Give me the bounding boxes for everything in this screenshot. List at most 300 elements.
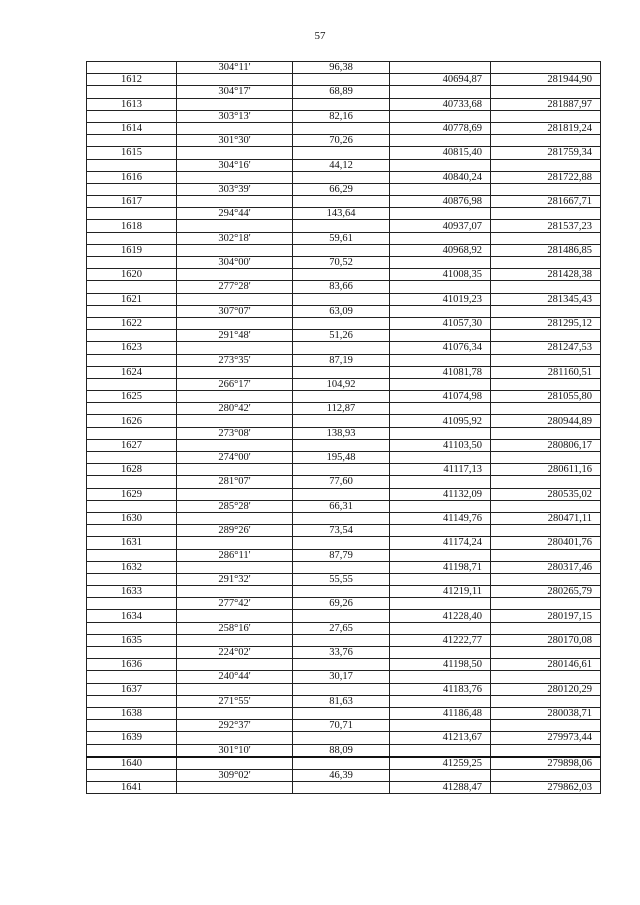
y-coordinate-cell: 280535,02 [491,488,601,500]
distance-cell: 83,66 [293,281,390,293]
x-coordinate-cell: 41198,50 [390,659,491,671]
empty-cell [87,476,177,488]
empty-cell [87,330,177,342]
point-row [87,439,601,451]
empty-cell [177,269,293,281]
empty-cell [177,74,293,86]
x-coordinate-cell: 41076,34 [390,342,491,354]
distance-cell: 70,26 [293,135,390,147]
angle-cell: 274°00' [177,452,293,464]
segment-row [87,549,601,561]
x-coordinate-cell: 41019,23 [390,293,491,305]
empty-cell [491,720,601,732]
distance-cell: 82,16 [293,110,390,122]
empty-cell [390,330,491,342]
x-coordinate-cell: 41219,11 [390,586,491,598]
y-coordinate-cell: 281819,24 [491,122,601,134]
empty-cell [390,647,491,659]
empty-cell [390,354,491,366]
point-row [87,415,601,427]
x-coordinate-cell: 40694,87 [390,74,491,86]
empty-cell [293,659,390,671]
empty-cell [390,769,491,781]
angle-cell: 307°07' [177,305,293,317]
empty-cell [177,464,293,476]
angle-cell: 273°08' [177,427,293,439]
segment-row [87,622,601,634]
angle-cell: 273°35' [177,354,293,366]
point-row [87,391,601,403]
x-coordinate-cell: 41008,35 [390,269,491,281]
empty-cell [390,305,491,317]
empty-cell [390,525,491,537]
point-id-cell: 1636 [87,659,177,671]
x-coordinate-cell: 41174,24 [390,537,491,549]
point-row [87,537,601,549]
x-coordinate-cell: 41057,30 [390,317,491,329]
angle-cell: 304°17' [177,86,293,98]
angle-cell: 309°02' [177,769,293,781]
segment-row [87,135,601,147]
distance-cell: 33,76 [293,647,390,659]
point-id-cell: 1621 [87,293,177,305]
point-id-cell: 1613 [87,98,177,110]
empty-cell [87,354,177,366]
point-row [87,659,601,671]
point-id-cell: 1617 [87,196,177,208]
empty-cell [177,488,293,500]
y-coordinate-cell: 280146,61 [491,659,601,671]
y-coordinate-cell: 280401,76 [491,537,601,549]
distance-cell: 27,65 [293,622,390,634]
empty-cell [390,403,491,415]
empty-cell [293,220,390,232]
y-coordinate-cell: 280471,11 [491,512,601,524]
point-row [87,171,601,183]
empty-cell [491,183,601,195]
empty-cell [390,427,491,439]
empty-cell [491,257,601,269]
empty-cell [491,378,601,390]
empty-cell [491,452,601,464]
point-id-cell: 1634 [87,610,177,622]
point-row [87,464,601,476]
distance-cell: 30,17 [293,671,390,683]
x-coordinate-cell: 41259,25 [390,757,491,770]
empty-cell [87,769,177,781]
empty-cell [390,281,491,293]
segment-row [87,476,601,488]
empty-cell [87,378,177,390]
point-row [87,782,601,794]
distance-cell: 195,48 [293,452,390,464]
empty-cell [87,598,177,610]
empty-cell [177,244,293,256]
empty-cell [177,537,293,549]
distance-cell: 96,38 [293,62,390,74]
angle-cell: 304°00' [177,257,293,269]
angle-cell: 271°55' [177,695,293,707]
empty-cell [491,744,601,757]
y-coordinate-cell: 280197,15 [491,610,601,622]
segment-row [87,525,601,537]
empty-cell [491,573,601,585]
empty-cell [177,683,293,695]
empty-cell [293,122,390,134]
segment-row [87,598,601,610]
point-id-cell: 1635 [87,634,177,646]
empty-cell [293,147,390,159]
empty-cell [293,561,390,573]
empty-cell [491,549,601,561]
empty-cell [293,537,390,549]
empty-cell [87,647,177,659]
empty-cell [87,622,177,634]
empty-cell [87,671,177,683]
empty-cell [491,232,601,244]
distance-cell: 87,19 [293,354,390,366]
empty-cell [491,62,601,74]
empty-cell [293,634,390,646]
x-coordinate-cell: 40968,92 [390,244,491,256]
empty-cell [390,378,491,390]
angle-cell: 266°17' [177,378,293,390]
empty-cell [491,525,601,537]
empty-cell [177,659,293,671]
empty-cell [390,476,491,488]
x-coordinate-cell: 40937,07 [390,220,491,232]
empty-cell [293,757,390,770]
point-row [87,74,601,86]
empty-cell [177,391,293,403]
angle-cell: 301°10' [177,744,293,757]
angle-cell: 286°11' [177,549,293,561]
empty-cell [293,269,390,281]
segment-row [87,281,601,293]
y-coordinate-cell: 281944,90 [491,74,601,86]
empty-cell [293,74,390,86]
x-coordinate-cell: 41117,13 [390,464,491,476]
segment-row [87,573,601,585]
empty-cell [491,500,601,512]
distance-cell: 143,64 [293,208,390,220]
distance-cell: 112,87 [293,403,390,415]
x-coordinate-cell: 41228,40 [390,610,491,622]
y-coordinate-cell: 280806,17 [491,439,601,451]
distance-cell: 68,89 [293,86,390,98]
point-id-cell: 1641 [87,782,177,794]
distance-cell: 70,71 [293,720,390,732]
segment-row [87,744,601,757]
empty-cell [390,110,491,122]
point-row [87,683,601,695]
point-id-cell: 1628 [87,464,177,476]
segment-row [87,378,601,390]
point-row [87,244,601,256]
point-id-cell: 1639 [87,732,177,744]
distance-cell: 77,60 [293,476,390,488]
point-row [87,561,601,573]
y-coordinate-cell: 281160,51 [491,366,601,378]
empty-cell [390,232,491,244]
y-coordinate-cell: 281486,85 [491,244,601,256]
point-id-cell: 1618 [87,220,177,232]
angle-cell: 224°02' [177,647,293,659]
distance-cell: 138,93 [293,427,390,439]
empty-cell [177,439,293,451]
empty-cell [177,147,293,159]
empty-cell [293,439,390,451]
empty-cell [390,549,491,561]
empty-cell [87,208,177,220]
segment-row [87,330,601,342]
empty-cell [293,782,390,794]
x-coordinate-cell: 40778,69 [390,122,491,134]
segment-row [87,403,601,415]
empty-cell [491,598,601,610]
x-coordinate-cell: 40733,68 [390,98,491,110]
y-coordinate-cell: 281295,12 [491,317,601,329]
x-coordinate-cell: 41213,67 [390,732,491,744]
empty-cell [390,86,491,98]
x-coordinate-cell: 41132,09 [390,488,491,500]
x-coordinate-cell: 41095,92 [390,415,491,427]
empty-cell [293,171,390,183]
empty-cell [177,293,293,305]
distance-cell: 70,52 [293,257,390,269]
point-id-cell: 1630 [87,512,177,524]
point-row [87,98,601,110]
empty-cell [491,110,601,122]
empty-cell [491,671,601,683]
table-body [87,62,601,794]
x-coordinate-cell: 41288,47 [390,782,491,794]
y-coordinate-cell: 281345,43 [491,293,601,305]
empty-cell [390,598,491,610]
point-id-cell: 1629 [87,488,177,500]
y-coordinate-cell: 281667,71 [491,196,601,208]
point-row [87,512,601,524]
y-coordinate-cell: 280317,46 [491,561,601,573]
x-coordinate-cell: 40876,98 [390,196,491,208]
empty-cell [390,257,491,269]
empty-cell [87,257,177,269]
empty-cell [491,159,601,171]
empty-cell [177,586,293,598]
point-row [87,488,601,500]
angle-cell: 277°28' [177,281,293,293]
empty-cell [177,122,293,134]
empty-cell [293,512,390,524]
point-row [87,196,601,208]
x-coordinate-cell: 41186,48 [390,707,491,719]
x-coordinate-cell: 40815,40 [390,147,491,159]
point-id-cell: 1615 [87,147,177,159]
empty-cell [177,782,293,794]
empty-cell [87,110,177,122]
empty-cell [87,305,177,317]
empty-cell [87,720,177,732]
point-row [87,366,601,378]
y-coordinate-cell: 281537,23 [491,220,601,232]
distance-cell: 87,79 [293,549,390,561]
angle-cell: 291°48' [177,330,293,342]
y-coordinate-cell: 280170,08 [491,634,601,646]
point-id-cell: 1633 [87,586,177,598]
distance-cell: 66,31 [293,500,390,512]
empty-cell [390,452,491,464]
empty-cell [390,183,491,195]
point-id-cell: 1638 [87,707,177,719]
empty-cell [491,695,601,707]
empty-cell [87,403,177,415]
segment-row [87,695,601,707]
empty-cell [87,135,177,147]
point-row [87,147,601,159]
point-id-cell: 1612 [87,74,177,86]
empty-cell [87,525,177,537]
empty-cell [87,695,177,707]
angle-cell: 304°16' [177,159,293,171]
angle-cell: 240°44' [177,671,293,683]
y-coordinate-cell: 281722,88 [491,171,601,183]
empty-cell [390,720,491,732]
empty-cell [491,208,601,220]
angle-cell: 291°32' [177,573,293,585]
point-id-cell: 1616 [87,171,177,183]
empty-cell [177,171,293,183]
empty-cell [293,732,390,744]
point-id-cell: 1632 [87,561,177,573]
angle-cell: 302°18' [177,232,293,244]
point-row [87,732,601,744]
empty-cell [293,707,390,719]
y-coordinate-cell: 279862,03 [491,782,601,794]
point-row [87,707,601,719]
empty-cell [491,403,601,415]
point-id-cell: 1627 [87,439,177,451]
empty-cell [87,62,177,74]
segment-row [87,305,601,317]
empty-cell [177,366,293,378]
segment-row [87,110,601,122]
empty-cell [177,98,293,110]
empty-cell [87,281,177,293]
empty-cell [177,561,293,573]
y-coordinate-cell: 279973,44 [491,732,601,744]
segment-row [87,769,601,781]
empty-cell [293,342,390,354]
empty-cell [390,622,491,634]
point-id-cell: 1631 [87,537,177,549]
empty-cell [293,98,390,110]
angle-cell: 281°07' [177,476,293,488]
distance-cell: 81,63 [293,695,390,707]
angle-cell: 289°26' [177,525,293,537]
empty-cell [293,464,390,476]
angle-cell: 303°39' [177,183,293,195]
empty-cell [177,707,293,719]
empty-cell [491,647,601,659]
empty-cell [177,220,293,232]
point-id-cell: 1637 [87,683,177,695]
empty-cell [491,135,601,147]
x-coordinate-cell: 41222,77 [390,634,491,646]
empty-cell [177,732,293,744]
y-coordinate-cell: 281247,53 [491,342,601,354]
empty-cell [390,744,491,757]
empty-cell [293,610,390,622]
y-coordinate-cell: 280038,71 [491,707,601,719]
point-row [87,634,601,646]
coordinates-table [86,61,601,794]
empty-cell [491,86,601,98]
empty-cell [491,427,601,439]
empty-cell [390,671,491,683]
x-coordinate-cell: 41103,50 [390,439,491,451]
empty-cell [390,208,491,220]
point-row [87,757,601,770]
segment-row [87,232,601,244]
point-row [87,293,601,305]
empty-cell [491,330,601,342]
empty-cell [87,86,177,98]
empty-cell [293,244,390,256]
empty-cell [87,159,177,171]
empty-cell [390,62,491,74]
angle-cell: 304°11' [177,62,293,74]
angle-cell: 280°42' [177,403,293,415]
empty-cell [491,476,601,488]
point-row [87,610,601,622]
empty-cell [87,549,177,561]
distance-cell: 59,61 [293,232,390,244]
point-row [87,269,601,281]
empty-cell [491,622,601,634]
empty-cell [491,305,601,317]
empty-cell [87,744,177,757]
empty-cell [87,573,177,585]
angle-cell: 301°30' [177,135,293,147]
point-row [87,122,601,134]
segment-row [87,86,601,98]
empty-cell [177,634,293,646]
point-id-cell: 1619 [87,244,177,256]
angle-cell: 285°28' [177,500,293,512]
empty-cell [177,415,293,427]
empty-cell [177,757,293,770]
point-id-cell: 1625 [87,391,177,403]
empty-cell [293,683,390,695]
empty-cell [177,317,293,329]
distance-cell: 104,92 [293,378,390,390]
empty-cell [390,500,491,512]
point-row [87,220,601,232]
x-coordinate-cell: 40840,24 [390,171,491,183]
empty-cell [87,452,177,464]
angle-cell: 303°13' [177,110,293,122]
empty-cell [491,281,601,293]
distance-cell: 73,54 [293,525,390,537]
point-id-cell: 1626 [87,415,177,427]
empty-cell [390,695,491,707]
y-coordinate-cell: 281055,80 [491,391,601,403]
x-coordinate-cell: 41074,98 [390,391,491,403]
y-coordinate-cell: 281759,34 [491,147,601,159]
point-id-cell: 1640 [87,757,177,770]
empty-cell [293,391,390,403]
segment-row [87,257,601,269]
